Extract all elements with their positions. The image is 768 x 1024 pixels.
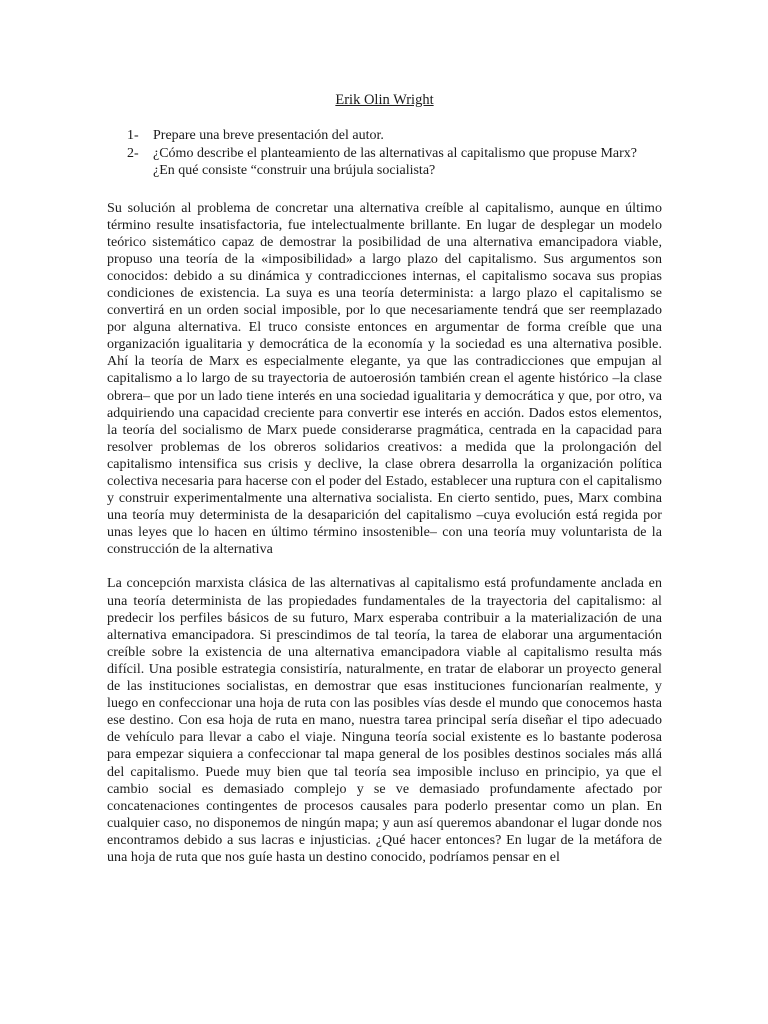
- question-text: Prepare una breve presentación del autor.: [153, 128, 384, 143]
- question-item: [127, 127, 662, 145]
- question-list: [127, 127, 662, 180]
- question-text: ¿Cómo describe el planteamiento de las alternativas al capitalismo que propuse Marx? ¿En qué consiste “construir una brújula socialista?: [153, 145, 637, 178]
- question-number: 2-: [127, 145, 139, 161]
- document-title: Erik Olin Wright: [335, 92, 434, 108]
- question-item: [127, 145, 662, 180]
- body-paragraph: La concepción marxista clásica de las alternativas al capitalismo está profundamente anclada en una teoría determinista de las propiedades fundamentales de la trayectoria del capitalismo: al predecir los perfiles básicos de su futuro, Marx esperaba contribuir a la materialización de una alternativa emancipadora. Si prescindimos de tal teoría, la tarea de elaborar una argumentación creíble sobre la existencia de una alternativa emancipadora viable al capitalismo resulta más difícil. Una posible estrategia consistiría, naturalmente, en tratar de elaborar un proyecto general de las instituciones socialistas, en demostrar que esas instituciones funcionarían realmente, y luego en confeccionar una hoja de ruta con las posibles vías desde el mundo que conocemos hasta ese destino. Con esa hoja de ruta en mano, nuestra tarea principal sería diseñar el tipo adecuado de vehículo para llevar a cabo el viaje. Ninguna teoría social existente es lo bastante poderosa para empezar siquiera a confeccionar tal mapa general de los posibles destinos sociales más allá del capitalismo. Puede muy bien que tal teoría sea imposible incluso en principio, ya que el cambio social es demasiado complejo y se ve demasiado profundamente afectado por concatenaciones contingentes de procesos causales para poderlo presentar como un plan. En cualquier caso, no disponemos de ningún mapa; y aun así queremos abandonar el lugar donde nos encontramos debido a sus lacras e injusticias. ¿Qué hacer entonces? En lugar de la metáfora de una hoja de ruta que nos guíe hasta un destino conocido, podríamos pensar en el: [107, 576, 662, 865]
- question-number: 1-: [127, 128, 139, 143]
- document-page: [107, 91, 662, 883]
- body-paragraph: Su solución al problema de concretar una alternativa creíble al capitalismo, aunque en último término resulte insatisfactoria, fue intelectualmente brillante. En lugar de desplegar un modelo teórico sistemático capaz de demostrar la posibilidad de una alternativa emancipadora viable, propuso una teoría de la «imposibilidad» a largo plazo del capitalismo. Sus argumentos son conocidos: debido a su dinámica y contradicciones internas, el capitalismo socava sus propias condiciones de existencia. La suya es una teoría determinista: a largo plazo el capitalismo se convertirá en un orden social imposible, por lo que necesariamente tendrá que ser reemplazado por alguna alternativa. El truco consiste entonces en argumentar de forma creíble que una organización igualitaria y democrática de la economía y la sociedad es una alternativa posible. Ahí la teoría de Marx es especialmente elegante, ya que las contradicciones que empujan al capitalismo a lo largo de su trayectoria de autoerosión también crean el agente histórico –la clase obrera– que por un lado tiene interés en una sociedad igualitaria y democrática y que, por otro, va adquiriendo una capacidad creciente para convertir ese interés en acción. Dados estos elementos, la teoría del socialismo de Marx puede considerarse pragmática, centrada en la capacidad para resolver problemas de los obreros solidarios creativos: a medida que la prolongación del capitalismo intensifica sus crisis y declive, la clase obrera desarrolla la organización política colectiva necesaria para hacerse con el poder del Estado, establecer una ruptura con el capitalismo y construir experimentalmente una alternativa socialista. En cierto sentido, pues, Marx combina una teoría muy determinista de la desaparición del capitalismo –cuya evolución está regida por unas leyes que lo hacen en último término insostenible– con una teoría muy voluntarista de la construcción de la alternativa: [107, 200, 662, 558]
